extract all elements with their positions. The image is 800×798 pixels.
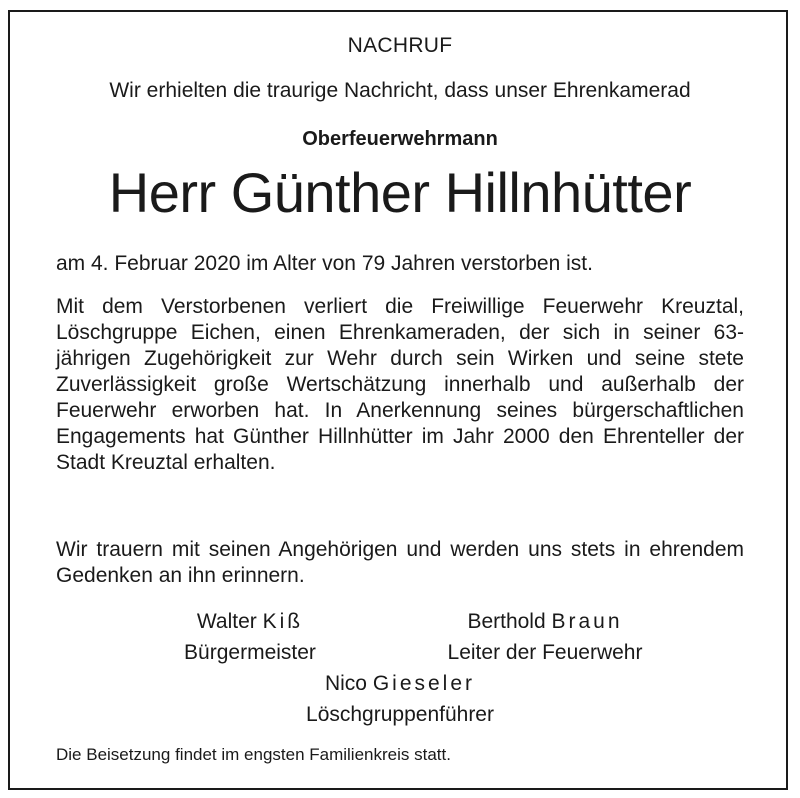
tribute-paragraph: Mit dem Verstorbenen verliert die Freiwillige Feuerwehr Kreuztal, Löschgruppe Eichen, einen Ehrenkameraden, der sich in seiner 63-jährigen Zugehörigkeit zur Wehr durch sein Wirken und seine stete Zuverlässigkeit große Wertschätzung innerhalb und außerhalb der Feuerwehr erworben hat. In Anerkennung seines bürgerschaftlichen Engagements hat Günther Hillnhütter im Jahr 2000 den Ehrenteller der Stadt Kreuztal erhalten. <box>56 295 744 474</box>
signatory-last-name: Braun <box>551 610 623 633</box>
signatory-last-name: Gieseler <box>372 672 476 695</box>
signatory-first-name: Berthold <box>467 610 546 633</box>
death-statement: am 4. Februar 2020 im Alter von 79 Jahren verstorben ist. <box>56 252 593 275</box>
signatory-mayor <box>150 606 350 668</box>
signatory-name <box>150 606 350 637</box>
signatory-title: Löschgruppenführer <box>306 703 494 726</box>
signatory-name <box>410 606 680 637</box>
signatory-last-name: Kiß <box>262 610 304 633</box>
rank-title: Oberfeuerwehrmann <box>302 128 498 150</box>
signatory-title: Bürgermeister <box>184 641 316 664</box>
signatory-fire-chief <box>410 606 680 668</box>
mourning-paragraph: Wir trauern mit seinen Angehörigen und werden uns stets in ehrendem Gedenken an ihn erinnern. <box>56 538 744 587</box>
signatory-name <box>250 668 550 699</box>
signatory-group-leader <box>250 668 550 730</box>
signatory-first-name: Walter <box>196 610 257 633</box>
signatory-title: Leiter der Feuerwehr <box>447 641 643 664</box>
signatory-first-name: Nico <box>324 672 367 695</box>
deceased-name: Herr Günther Hillnhütter <box>108 161 692 224</box>
funeral-note: Die Beisetzung findet im engsten Familienkreis statt. <box>56 745 451 764</box>
intro-text: Wir erhielten die traurige Nachricht, dass unser Ehrenkamerad <box>109 79 691 102</box>
obituary-heading: NACHRUF <box>347 34 453 57</box>
